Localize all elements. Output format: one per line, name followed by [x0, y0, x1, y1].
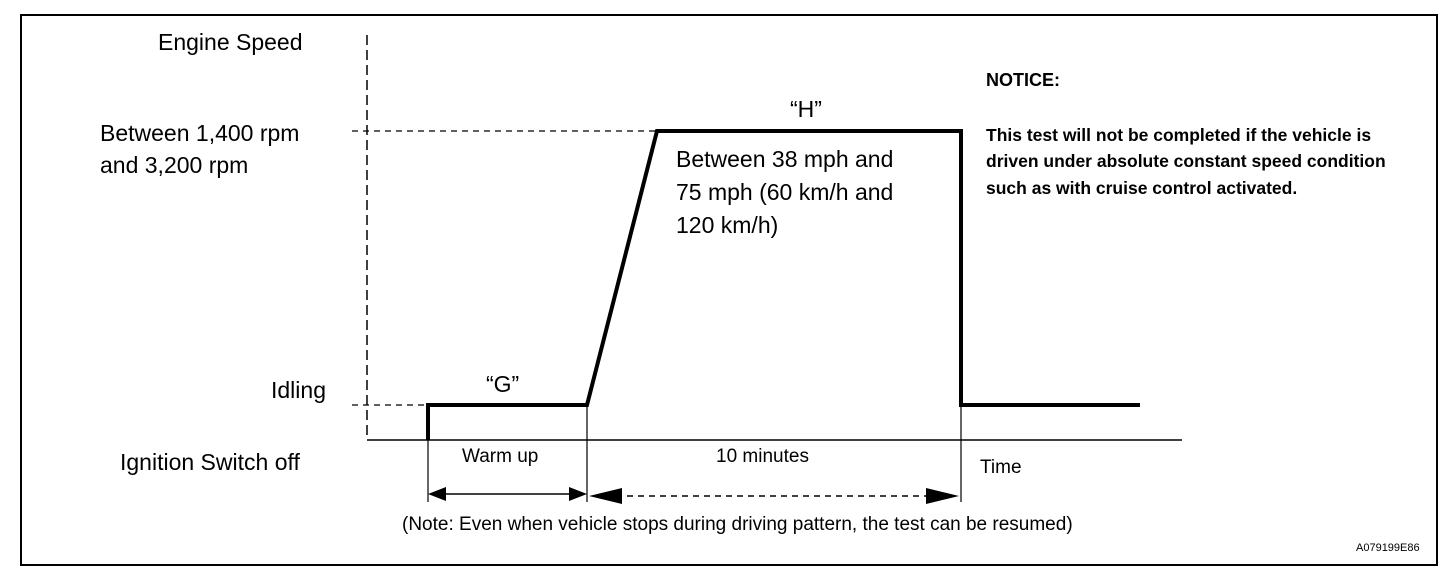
vehicle-speed-line3: 120 km/h) — [676, 212, 779, 238]
phase-h-label: “H” — [790, 96, 822, 122]
notice-text: This test will not be completed if the vehicle is driven under absolute constant speed condition such as with cruise control activated. — [986, 125, 1386, 198]
speed-high-label-line1: Between 1,400 rpm — [100, 120, 300, 146]
duration-label: 10 minutes — [716, 446, 809, 467]
speed-high-label-line2: and 3,200 rpm — [100, 152, 249, 178]
warmup-arrow-left-head — [428, 487, 446, 501]
idling-label: Idling — [271, 377, 326, 403]
notice-heading: NOTICE: — [986, 70, 1060, 90]
resume-note: (Note: Even when vehicle stops during driving pattern, the test can be resumed) — [402, 514, 1073, 535]
vehicle-speed-line2: 75 mph (60 km/h and — [676, 179, 894, 205]
ignition-off-label: Ignition Switch off — [120, 449, 300, 475]
y-axis-label: Engine Speed — [158, 29, 303, 55]
warmup-arrow-right-head — [569, 487, 587, 501]
vehicle-speed-line1: Between 38 mph and — [676, 146, 894, 172]
duration-arrow-right-head — [926, 488, 959, 504]
warm-up-label: Warm up — [462, 446, 539, 467]
figure-code: A079199E86 — [1356, 542, 1420, 554]
phase-g-label: “G” — [486, 371, 520, 397]
time-axis-label: Time — [980, 457, 1022, 478]
duration-arrow-left-head — [589, 488, 622, 504]
